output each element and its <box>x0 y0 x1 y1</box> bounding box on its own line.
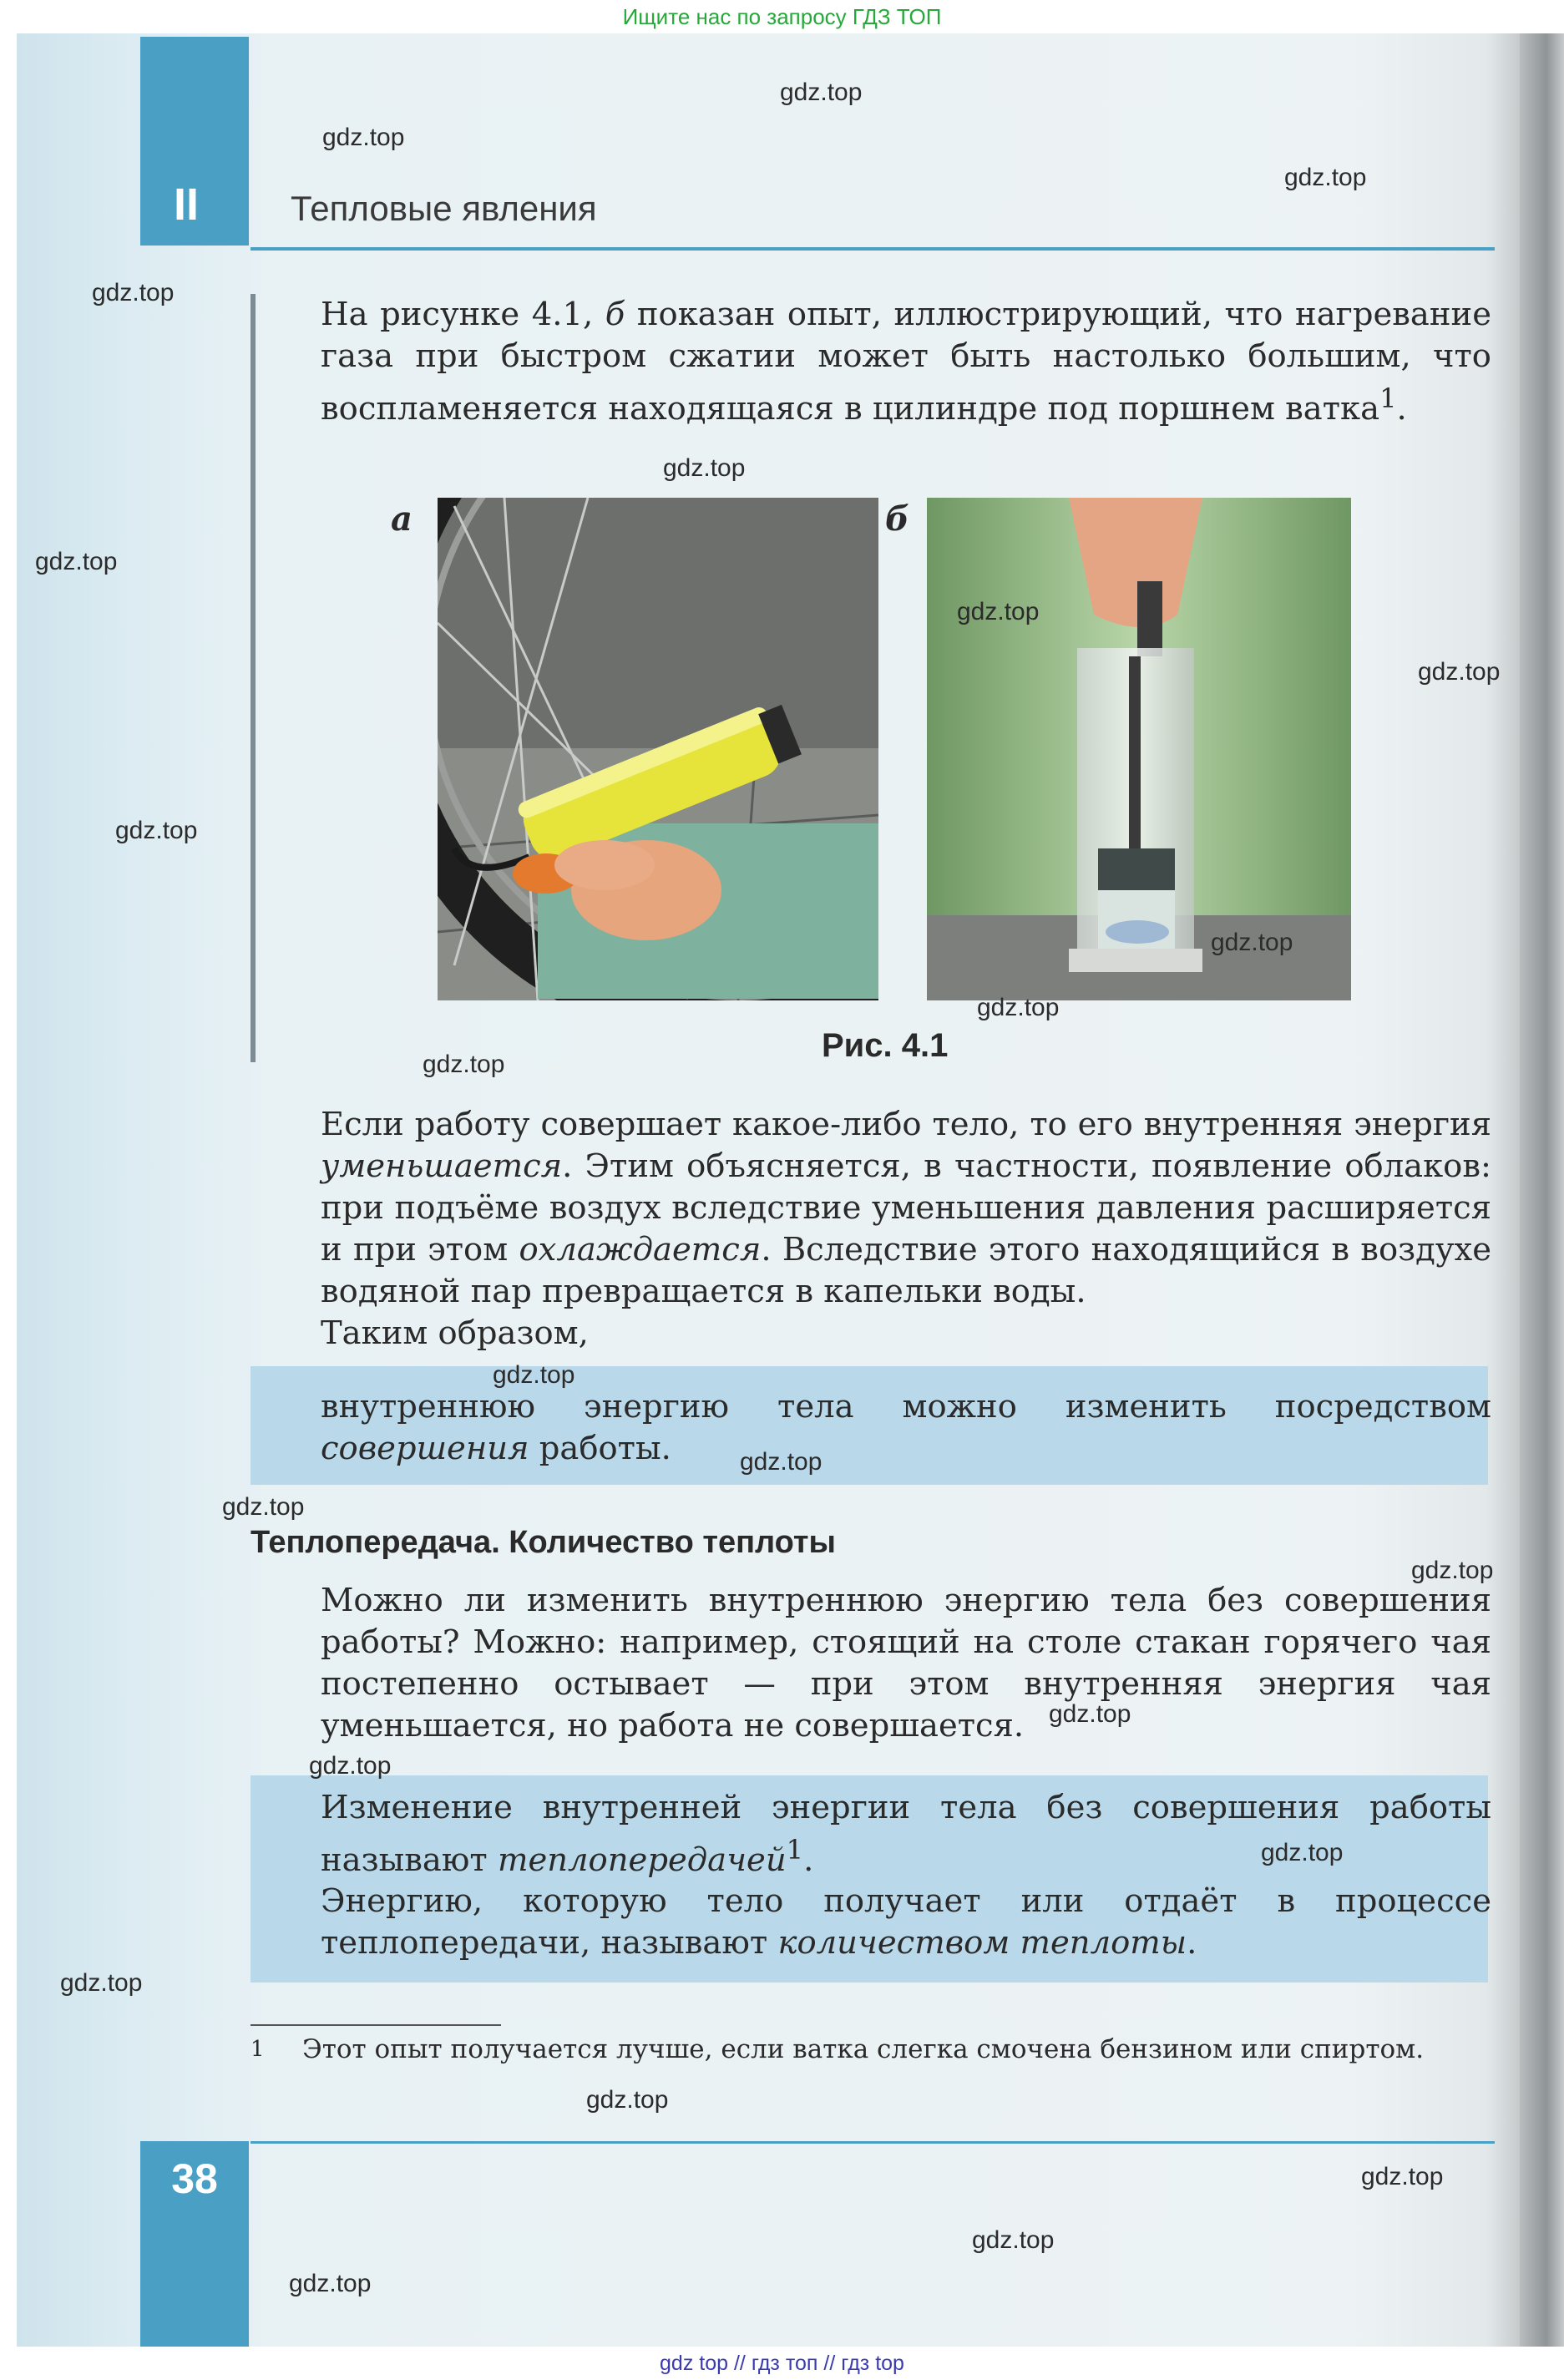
margin-bar <box>251 294 256 1062</box>
watermark[interactable]: gdz.top <box>1284 164 1367 191</box>
watermark[interactable]: gdz.top <box>423 1051 505 1078</box>
paragraph-heat-transfer: Можно ли изменить внутреннюю энергию тела без совершения работы? Можно: например, стоящий на столе стакан горячего чая постепенно остывает — при этом внутренняя энергия чая уменьшается, но работа не совершается. <box>321 1582 1491 1744</box>
figure-label-b: б <box>885 499 909 539</box>
subheading-heat-transfer: Теплопередача. Количество теплоты <box>251 1525 836 1560</box>
watermark[interactable]: gdz.top <box>60 1969 143 1997</box>
watermark[interactable]: gdz.top <box>1361 2163 1444 2190</box>
watermark[interactable]: gdz.top <box>1418 658 1501 686</box>
paragraph-rule-work: внутреннюю энергию тела можно изменить посредством совершения работы. <box>321 1388 1491 1467</box>
footnote <box>251 2031 1491 2068</box>
watermark[interactable]: gdz.top <box>1261 1839 1344 1866</box>
watermark[interactable]: gdz.top <box>1049 1700 1131 1728</box>
watermark[interactable]: gdz.top <box>957 598 1040 625</box>
watermark[interactable]: gdz.top <box>972 2226 1055 2254</box>
footnote-divider <box>251 2024 501 2026</box>
section-title: Тепловые явления <box>291 189 597 228</box>
footer-divider <box>251 2141 1495 2144</box>
paragraph-definition-heat-transfer: Изменение внутренней энергии тела без совершения работы называют теплопередачей$^1$. <box>321 1789 1491 1879</box>
watermark[interactable]: gdz.top <box>1211 929 1293 956</box>
paragraph-definition-heat-quantity: Энергию, которую тело получает или отдаёт в процессе теплопередачи, называют количеством теплоты. <box>321 1882 1491 1962</box>
watermark[interactable]: gdz.top <box>289 2270 372 2297</box>
footnote-text: Этот опыт получается лучше, если ватка слегка смочена бензином или спиртом. <box>302 2034 1425 2064</box>
watermark[interactable]: gdz.top <box>1411 1557 1494 1584</box>
paragraph-intro: На рисунке 4.1, б показан опыт, иллюстрирующий, что нагревание газа при быстром сжатии может быть настолько большим, что воспламеняется находящаяся в цилиндре под поршнем ватка$^1$. <box>321 296 1491 428</box>
bottom-banner[interactable]: gdz top // гдз топ // гдз top <box>0 2347 1564 2380</box>
paragraph-work: Если работу совершает какое-либо тело, то его внутренняя энергия уменьшается. Этим объясняется, в частности, появление облаков: при подъёме воздух вследствие уменьшения давления расширяется и при этом охлаждается. Вследствие этого находящийся в воздухе водяной пар превращается в капельки воды. Таким образом, <box>321 1106 1492 1352</box>
watermark[interactable]: gdz.top <box>92 279 175 306</box>
watermark[interactable]: gdz.top <box>493 1361 575 1389</box>
book-spine-edge <box>1520 33 1564 2347</box>
top-banner[interactable]: Ищите нас по запросу ГДЗ ТОП <box>0 0 1564 33</box>
watermark[interactable]: gdz.top <box>586 2086 669 2114</box>
watermark[interactable]: gdz.top <box>35 548 118 575</box>
watermark[interactable]: gdz.top <box>663 454 746 482</box>
watermark[interactable]: gdz.top <box>977 994 1060 1021</box>
header-divider <box>251 247 1495 251</box>
chapter-number: II <box>173 180 199 230</box>
watermark[interactable]: gdz.top <box>222 1493 305 1521</box>
watermark[interactable]: gdz.top <box>322 124 405 151</box>
figure-caption: Рис. 4.1 <box>822 1027 949 1064</box>
watermark[interactable]: gdz.top <box>309 1752 392 1780</box>
watermark[interactable]: gdz.top <box>780 78 863 106</box>
footnote-mark: 1 <box>251 2037 265 2062</box>
watermark[interactable]: gdz.top <box>740 1448 822 1476</box>
figure-bicycle-pump <box>438 498 878 1000</box>
watermark[interactable]: gdz.top <box>115 817 198 844</box>
figure-label-a: а <box>391 499 413 539</box>
figure-fire-syringe <box>927 498 1351 1000</box>
page-number: 38 <box>171 2155 218 2202</box>
